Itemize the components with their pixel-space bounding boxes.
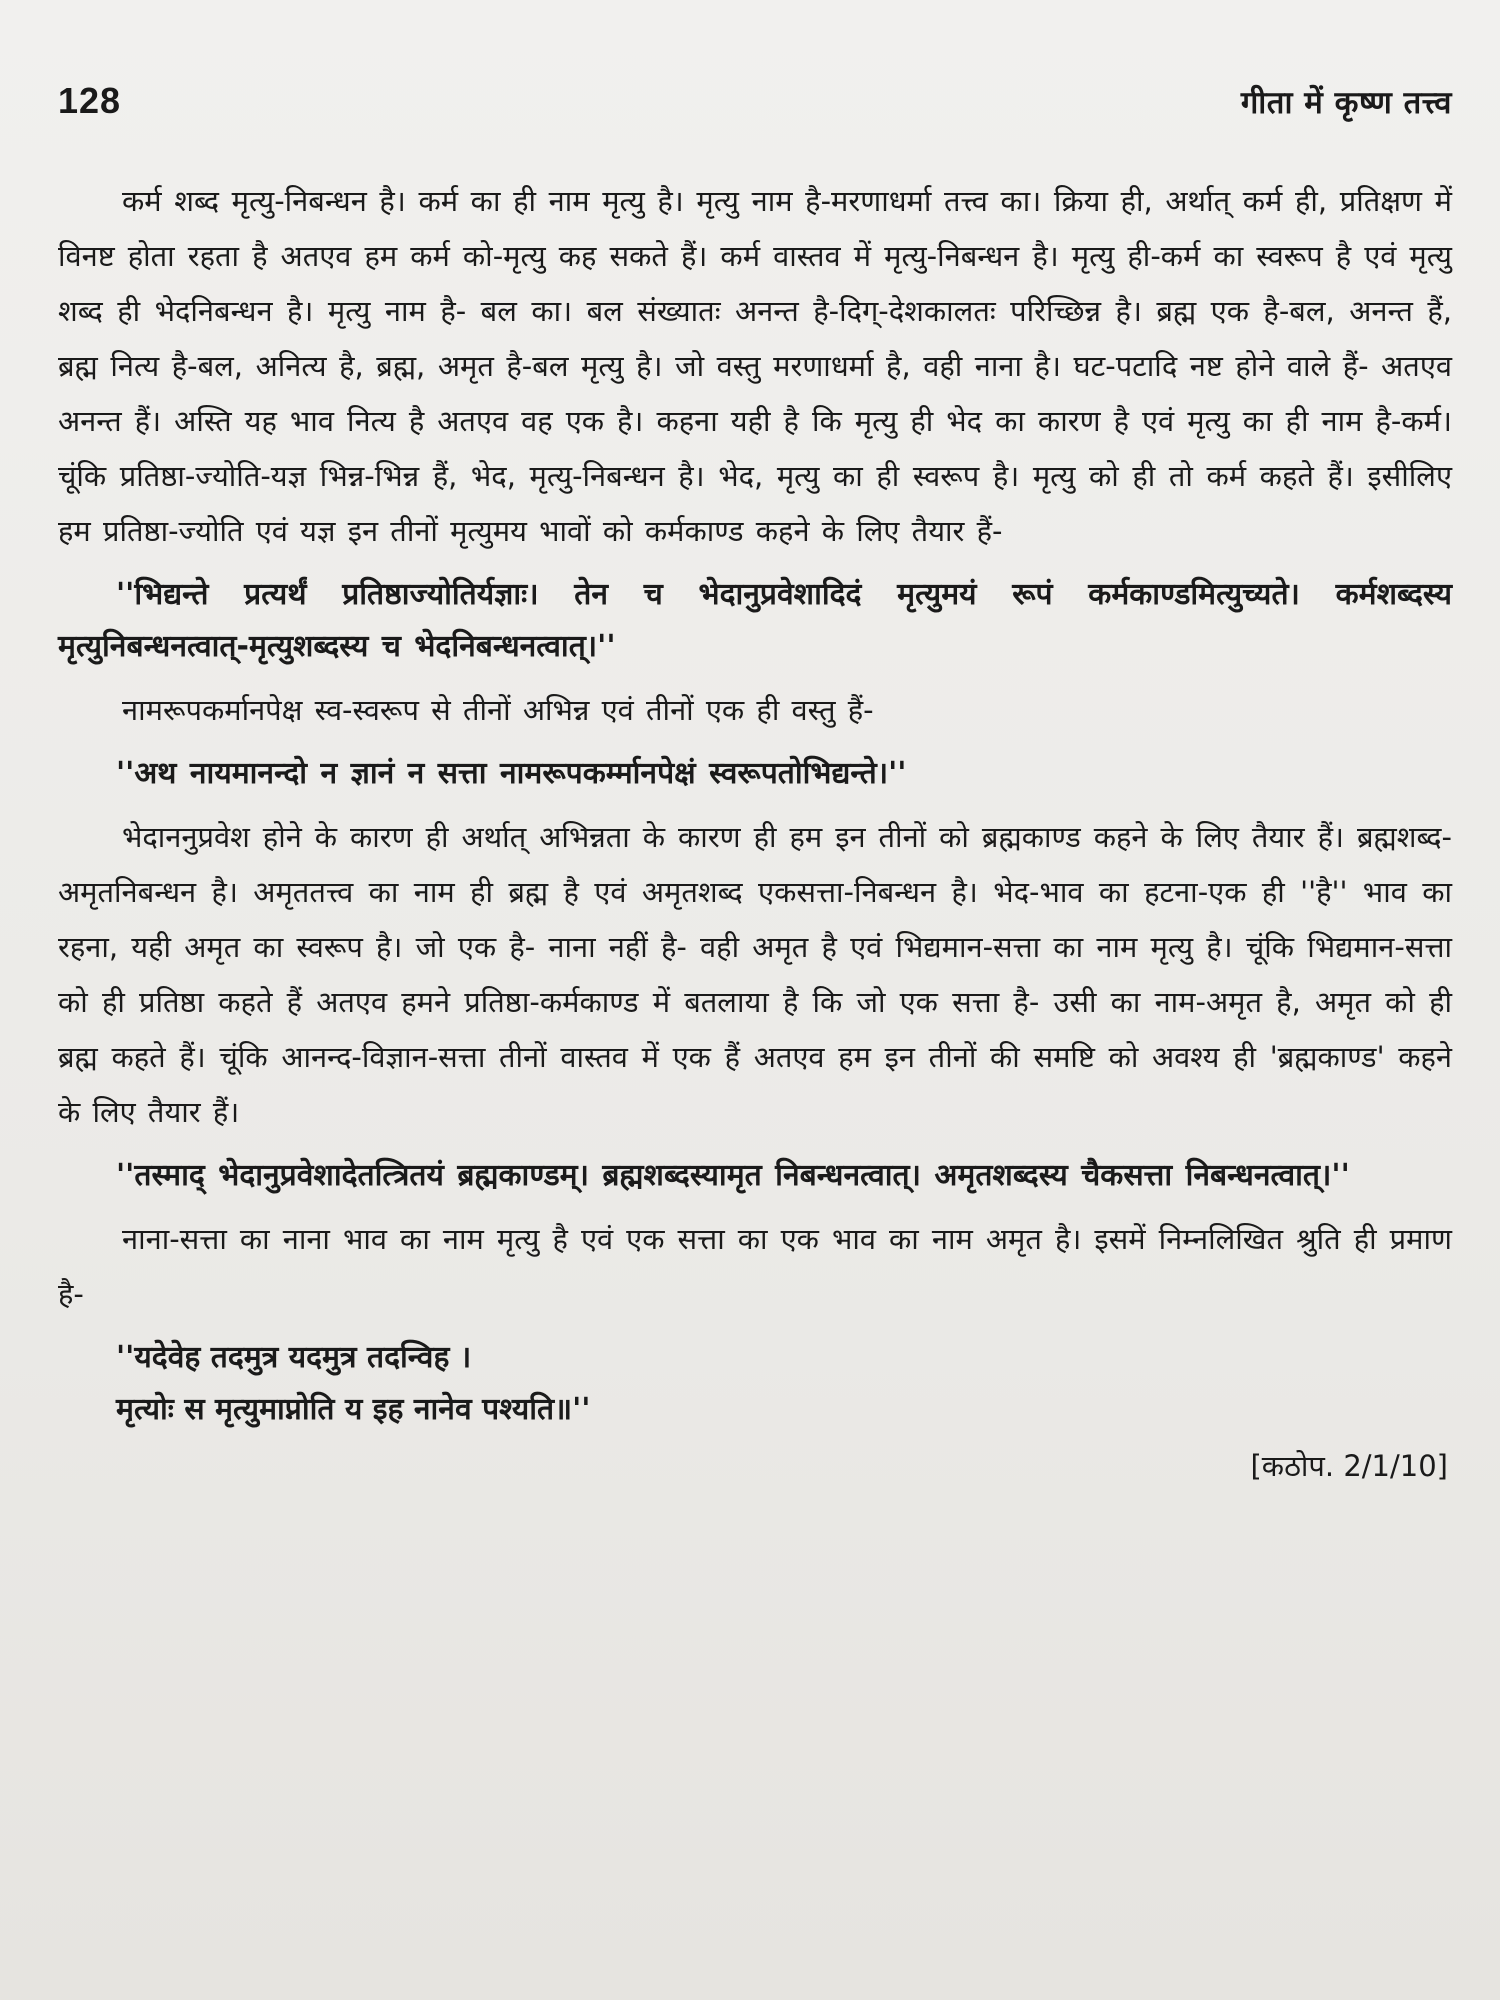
page-body <box>58 174 1452 1492</box>
page-header <box>58 80 1452 144</box>
sanskrit-quote-karmakanda: ''भिद्यन्ते प्रत्यर्थं प्रतिष्ठाज्योतिर्यज्ञाः। तेन च भेदानुप्रवेशादिदं मृत्युमयं रूपं कर्मकाण्डमित्युच्यते। कर्मशब्दस्य मृत्युनिबन्धनत्वात्-मृत्युशब्दस्य च भेदनिबन्धनत्वात्।'' <box>58 577 1452 664</box>
paragraph-karma-mrityu: कर्म शब्द मृत्यु-निबन्धन है। कर्म का ही नाम मृत्यु है। मृत्यु नाम है-मरणाधर्मा तत्त्व का। क्रिया ही, अर्थात् कर्म ही, प्रतिक्षण में विनष्ट होता रहता है अतएव हम कर्म को-मृत्यु कह सकते हैं। कर्म वास्तव में मृत्यु-निबन्धन है। मृत्यु ही-कर्म का स्वरूप है एवं मृत्यु शब्द ही भेदनिबन्धन है। मृत्यु नाम है- बल का। बल संख्यातः अनन्त है-दिग्-देशकालतः परिच्छिन्न है। ब्रह्म एक है-बल, अनन्त हैं, ब्रह्म नित्य है-बल, अनित्य है, ब्रह्म, अमृत है-बल मृत्यु है। जो वस्तु मरणाधर्मा है, वही नाना है। घट-पटादि नष्ट होने वाले हैं- अतएव अनन्त हैं। अस्ति यह भाव नित्य है अतएव वह एक है। कहना यही है कि मृत्यु ही भेद का कारण है एवं मृत्यु का ही नाम है-कर्म। चूंकि प्रतिष्ठा-ज्योति-यज्ञ भिन्न-भिन्न हैं, भेद, मृत्यु-निबन्धन है। भेद, मृत्यु का ही स्वरूप है। मृत्यु को ही तो कर्म कहते हैं। इसीलिए हम प्रतिष्ठा-ज्योति एवं यज्ञ इन तीनों मृत्युमय भावों को कर्मकाण्ड कहने के लिए तैयार हैं- <box>58 184 1452 548</box>
paragraph-nana-satta: नाना-सत्ता का नाना भाव का नाम मृत्यु है एवं एक सत्ता का एक भाव का नाम अमृत है। इसमें निम्नलिखित श्रुति ही प्रमाण है- <box>58 1222 1452 1311</box>
page-number: 128 <box>58 80 122 121</box>
paragraph-brahmakanda: भेदाननुप्रवेश होने के कारण ही अर्थात् अभिन्नता के कारण ही हम इन तीनों को ब्रह्मकाण्ड कहने के लिए तैयार हैं। ब्रह्मशब्द-अमृतनिबन्धन है। अमृततत्त्व का नाम ही ब्रह्म है एवं अमृतशब्द एकसत्ता-निबन्धन है। भेद-भाव का हटना-एक ही ''है'' भाव का रहना, यही अमृत का स्वरूप है। जो एक है- नाना नहीं है- वही अमृत है एवं भिद्यमान-सत्ता का नाम मृत्यु है। चूंकि भिद्यमान-सत्ता को ही प्रतिष्ठा कहते हैं अतएव हमने प्रतिष्ठा-कर्मकाण्ड में बतलाया है कि जो एक सत्ता है- उसी का नाम-अमृत है, अमृत को ही ब्रह्म कहते हैं। चूंकि आनन्द-विज्ञान-सत्ता तीनों वास्तव में एक हैं अतएव हम इन तीनों की समष्टि को अवश्य ही 'ब्रह्मकाण्ड' कहने के लिए तैयार हैं। <box>58 820 1452 1129</box>
sanskrit-quote-tasmad: ''तस्माद् भेदानुप्रवेशादेतत्त्रितयं ब्रह्मकाण्डम्। ब्रह्मशब्दस्यामृत निबन्धनत्वात्। अमृतशब्दस्य चैकसत्ता निबन्धनत्वात्।'' <box>116 1158 1350 1193</box>
verse-line-1: ''यदेवेह तदमुत्र यदमुत्र तदन्विह । <box>116 1340 472 1375</box>
sanskrit-quote-ananda: ''अथ नायमानन्दो न ज्ञानं न सत्ता नामरूपकर्म्मानपेक्षं स्वरूपतोभिद्यन्ते।'' <box>116 756 907 791</box>
verse-citation: [कठोप. 2/1/10] <box>1250 1449 1448 1483</box>
running-head: गीता में कृष्ण तत्त्व <box>1240 85 1452 121</box>
paragraph-namarupa: नामरूपकर्मानपेक्ष स्व-स्वरूप से तीनों अभिन्न एवं तीनों एक ही वस्तु हैं- <box>122 693 874 727</box>
verse-line-2: मृत्योः स मृत्युमाप्नोति य इह नानेव पश्यति॥'' <box>116 1392 591 1427</box>
